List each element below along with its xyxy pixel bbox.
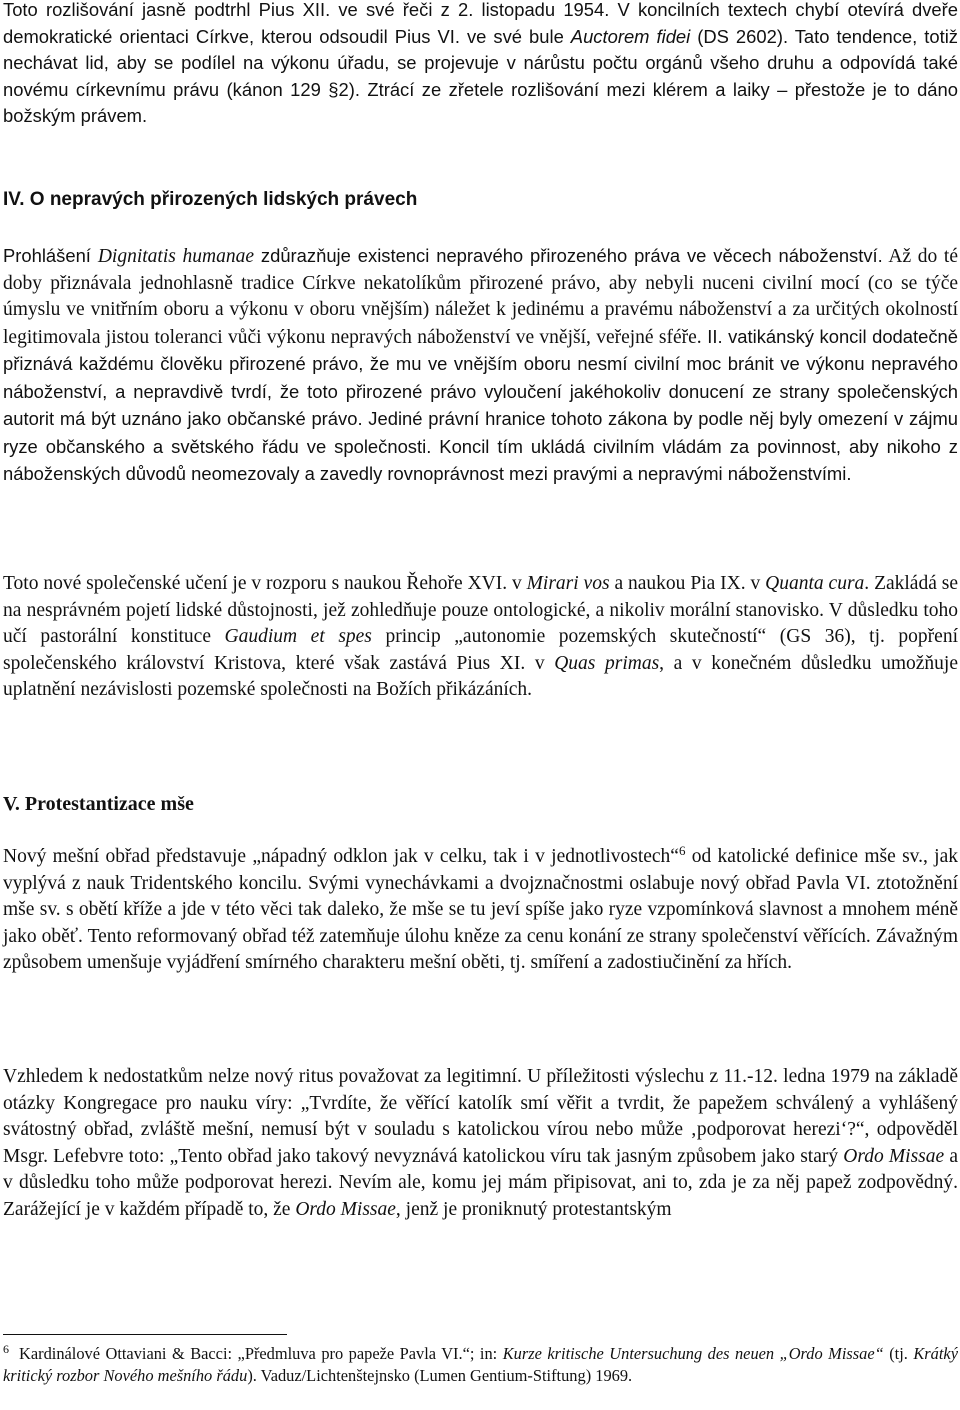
text-run: Toto nové společenské učení je v rozporu s naukou Řehoře XVI. v — [3, 573, 527, 594]
cited-title-kurze-kritische-untersuchung: Kurze kritische Untersuchung des neuen „Ordo Missae“ — [502, 1344, 884, 1363]
text-run: (tj. — [883, 1344, 914, 1363]
text-run: Prohlášení — [3, 245, 98, 266]
text-run: Až do té doby přiznávala jednohlasně tradice Církve nekatolíkům přirozené právo, aby nebyli nuceni civilní mocí (co se týče úmyslu ve vnitřním oboru a výkonu v oboru vnějším) náležet k jedinému a pravému náboženství a za určitých okolností legitimovala jistou toleranci vůči výkonu nepravých náboženství ve vnější, veřejné sféře. — [3, 246, 959, 348]
footnote-reference[interactable]: 6 — [678, 842, 686, 858]
text-run: , jenž je proniknutý protestantským — [395, 1198, 672, 1220]
section-heading-v: V. Protestantizace mše — [3, 793, 194, 815]
cited-title-auctorem-fidei: Auctorem fidei — [570, 25, 691, 47]
cited-title-mirari-vos: Mirari vos — [526, 573, 610, 594]
cited-title-ordo-missae: Ordo Missae — [843, 1145, 945, 1167]
text-run: princip „autonomie pozemských skutečností“ (GS 36), tj. popření společenského království Kristova, které však zastává Pius XI. v — [3, 626, 958, 674]
text-run: . Zakládá se na nesprávném pojetí lidské důstojnosti, jež zohledňuje pouze ontologické, a nikoliv morální stanovisko. V důsledku toho učí pastorální konstituce — [3, 573, 959, 647]
footnote-divider — [3, 1334, 287, 1335]
cited-title-kratky-kriticky-rozbor: Krátký kritický rozbor Nového mešního řádu — [3, 1344, 958, 1385]
text-run: ). Vaduz/Lichtenštejnsko (Lumen Gentium-Stiftung) 1969. — [247, 1366, 633, 1385]
text-run: Vzhledem k nedostatkům nelze nový ritus považovat za legitimní. U příležitosti výslechu z 11.-12. ledna 1979 na základě otázky Kongregace pro nauku víry: „Tvrdíte, že věřící katolík smí věřit a tvrdit, že papežem schválený a vyhlášený svátostný obřad, zvláště mešní, nemusí být v souladu s katolickou vírou nebo může ‚podporovat herezi‘?“, odpověděl Msgr. Lefebvre toto: „Tento obřad jako takový nevyznává katolickou víru tak jasným způsobem jako starý — [3, 1066, 958, 1167]
cited-title-quanta-cura: Quanta cura — [765, 573, 865, 594]
section-heading-iv: IV. O nepravých přirozených lidských právech — [3, 189, 418, 210]
text-run: od katolické definice mše sv., jak vyplývá z nauk Tridentského koncilu. Svými vynechávkami a dvojznačnostmi oslabuje nový obřad Pavla VI. ztotožnění mše sv. s obětí kříže a jde v této věci tak daleko, že mše se tu jeví spíše jako ryze vzpomínková slavnost a mnohem méně jako oběť. Tento reformovaný obřad též zatemňuje úlohu kněze za cenu konání ze strany společenství věřících. Závažným způsobem umenšuje vyjádření smírného charakteru mešní oběti, tj. smíření a zadostiučinění za hřích. — [3, 846, 958, 973]
paragraph-social-teaching — [3, 571, 958, 704]
paragraph-dignitatis-humanae — [3, 243, 958, 489]
text-run: (DS 2602). Tato tendence, totiž nechávat lid, aby se podílel na výkonu úřadu, se projevuje v nárůstu počtu orgánů všeho druhu a odpovídá také novému církevnímu právu (kánon 129 §2). Ztrácí ze zřetele rozlišování mezi klérem a laiky – přestože je to dáno božským právem. — [3, 25, 958, 126]
text-run: a naukou Pia IX. v — [609, 573, 766, 594]
cited-title-gaudium-et-spes: Gaudium et spes — [224, 626, 372, 647]
text-run: , a v konečném důsledku umožňuje uplatnění nezávislosti pozemské společnosti na Božích přikázáních. — [3, 652, 958, 700]
text-run: zdůrazňuje existenci nepravého přirozeného práva ve věcech náboženství. — [254, 245, 883, 266]
text-run: Kardinálové Ottaviani & Bacci: „Předmluva pro papeže Pavla VI.“; in: — [19, 1344, 503, 1363]
cited-title-dignitatis-humanae: Dignitatis humanae — [97, 246, 254, 267]
footnote-6 — [3, 1343, 958, 1387]
paragraph-new-mass-rite — [3, 844, 958, 977]
footnote-number: 6 — [3, 1342, 9, 1356]
paragraph-legitimacy — [3, 1064, 958, 1223]
text-run: Toto rozlišování jasně podtrhl Pius XII. ve své řeči z 2. listopadu 1954. V koncilních textech chybí otevírá dveře demokratické orientaci Církve, kterou odsoudil Pius VI. ve své bule — [3, 0, 958, 47]
cited-title-ordo-missae: Ordo Missae — [295, 1198, 396, 1220]
paragraph-democratic-orientation — [3, 0, 958, 130]
text-run: II. vatikánský koncil dodatečně přiznává každému člověku přirozené právo, že mu ve vnějším oboru nesmí civilní moc bránit ve výkonu nepravého náboženství, a nepravdivě tvrdí, že toto přirozené právo vyloučení jakéhokoliv donucení ze strany společenských autorit má být uznáno jako občanské právo. Jediné právní hranice tohoto zákona by podle něj byly omezení v zájmu ryze občanského a světského řádu ve společnosti. Koncil tím ukládá civilním vládám za povinnost, aby nikoho z náboženských důvodů neomezovaly a zavedly rovnoprávnost mezi pravými a nepravými náboženstvími. — [3, 325, 958, 484]
text-run: Nový mešní obřad představuje „nápadný odklon jak v celku, tak i v jednotlivostech“ — [3, 846, 679, 867]
cited-title-quas-primas: Quas primas — [554, 652, 660, 674]
text-run: a v důsledku toho může podporovat herezi. Nevím ale, komu jej mám připisovat, ani to, zda je za něj papež zodpovědný. Zarážející je v každém případě to, že — [3, 1145, 958, 1220]
